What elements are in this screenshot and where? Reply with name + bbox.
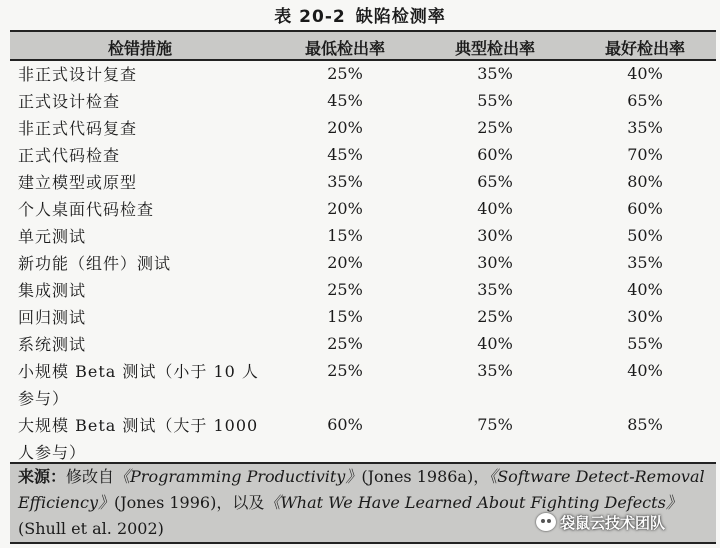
- row-best: 60%: [627, 199, 663, 218]
- row-measure: 单元测试: [18, 227, 87, 246]
- row-low: 60%: [327, 415, 363, 434]
- row-measure: 非正式代码复查: [18, 119, 138, 138]
- row-best: 40%: [627, 64, 663, 83]
- source-ref-1: (Jones 1986a)，: [361, 467, 490, 486]
- table-row: [10, 115, 716, 142]
- table-row: [10, 304, 716, 331]
- table-row: [10, 277, 716, 304]
- row-low: 20%: [327, 253, 363, 272]
- row-measure: 正式代码检查: [18, 146, 121, 165]
- table-row: [10, 412, 716, 466]
- wechat-icon: [536, 513, 556, 531]
- row-low: 45%: [327, 91, 363, 110]
- table-row: [10, 331, 716, 358]
- row-measure: 正式设计检查: [18, 92, 121, 111]
- row-measure: 非正式设计复查: [18, 65, 138, 84]
- row-measure: 系统测试: [18, 335, 87, 354]
- row-best: 35%: [627, 118, 663, 137]
- row-typical: 25%: [477, 118, 513, 137]
- row-typical: 75%: [477, 415, 513, 434]
- row-typical: 35%: [477, 64, 513, 83]
- row-low: 20%: [327, 118, 363, 137]
- row-best: 65%: [627, 91, 663, 110]
- table-number: 表 20-2: [274, 7, 346, 27]
- row-best: 70%: [627, 145, 663, 164]
- table-row: [10, 142, 716, 169]
- row-best: 30%: [627, 307, 663, 326]
- header-best-rate: 最好检出率: [604, 39, 685, 58]
- row-low: 45%: [327, 145, 363, 164]
- source-ref-3: (Shull et al. 2002): [18, 519, 164, 538]
- source-book-2: 《Software Detect-Removal Efficiency》: [18, 467, 705, 512]
- row-typical: 60%: [477, 145, 513, 164]
- row-best: 40%: [627, 361, 663, 380]
- table-row: [10, 61, 716, 88]
- row-low: 20%: [327, 199, 363, 218]
- watermark-text: 袋鼠云技术团队: [560, 513, 666, 532]
- row-low: 25%: [327, 334, 363, 353]
- row-low: 25%: [327, 280, 363, 299]
- table-row: [10, 358, 716, 412]
- row-measure: 小规模 Beta 测试（小于 10 人参与）: [18, 362, 259, 408]
- row-typical: 25%: [477, 307, 513, 326]
- row-best: 80%: [627, 172, 663, 191]
- row-low: 25%: [327, 64, 363, 83]
- row-best: 35%: [627, 253, 663, 272]
- row-low: 35%: [327, 172, 363, 191]
- table-row: [10, 250, 716, 277]
- row-measure: 集成测试: [18, 281, 87, 300]
- row-low: 15%: [327, 307, 363, 326]
- header-lowest-rate: 最低检出率: [304, 39, 385, 58]
- table-row: [10, 223, 716, 250]
- header-measure: 检错措施: [107, 39, 172, 58]
- row-typical: 55%: [477, 91, 513, 110]
- table-row: [10, 88, 716, 115]
- table-header: [10, 32, 716, 61]
- row-typical: 40%: [477, 334, 513, 353]
- table-title: 缺陷检测率: [355, 7, 446, 27]
- row-measure: 个人桌面代码检查: [18, 200, 155, 219]
- source-ref-2: (Jones 1996)，以及: [114, 493, 265, 512]
- row-measure: 建立模型或原型: [18, 173, 138, 192]
- source-book-3: 《What We Have Learned About Fighting Defects》: [264, 493, 682, 512]
- row-best: 55%: [627, 334, 663, 353]
- row-low: 15%: [327, 226, 363, 245]
- header-typical-rate: 典型检出率: [454, 39, 535, 58]
- row-typical: 30%: [477, 226, 513, 245]
- table-caption: [0, 2, 720, 27]
- row-best: 50%: [627, 226, 663, 245]
- row-measure: 新功能（组件）测试: [18, 254, 172, 273]
- row-typical: 65%: [477, 172, 513, 191]
- row-typical: 35%: [477, 280, 513, 299]
- source-text: 修改自: [66, 467, 115, 486]
- row-typical: 40%: [477, 199, 513, 218]
- row-measure: 回归测试: [18, 308, 87, 327]
- row-measure: 大规模 Beta 测试（大于 1000 人参与）: [18, 416, 259, 462]
- row-best: 40%: [627, 280, 663, 299]
- row-typical: 35%: [477, 361, 513, 380]
- watermark: [536, 508, 720, 536]
- table-row: [10, 169, 716, 196]
- row-typical: 30%: [477, 253, 513, 272]
- table-body: [10, 61, 716, 466]
- source-book-1: 《Programming Productivity》: [114, 467, 362, 486]
- source-label: 来源：: [18, 467, 67, 486]
- table-row: [10, 196, 716, 223]
- row-best: 85%: [627, 415, 663, 434]
- row-low: 25%: [327, 361, 363, 380]
